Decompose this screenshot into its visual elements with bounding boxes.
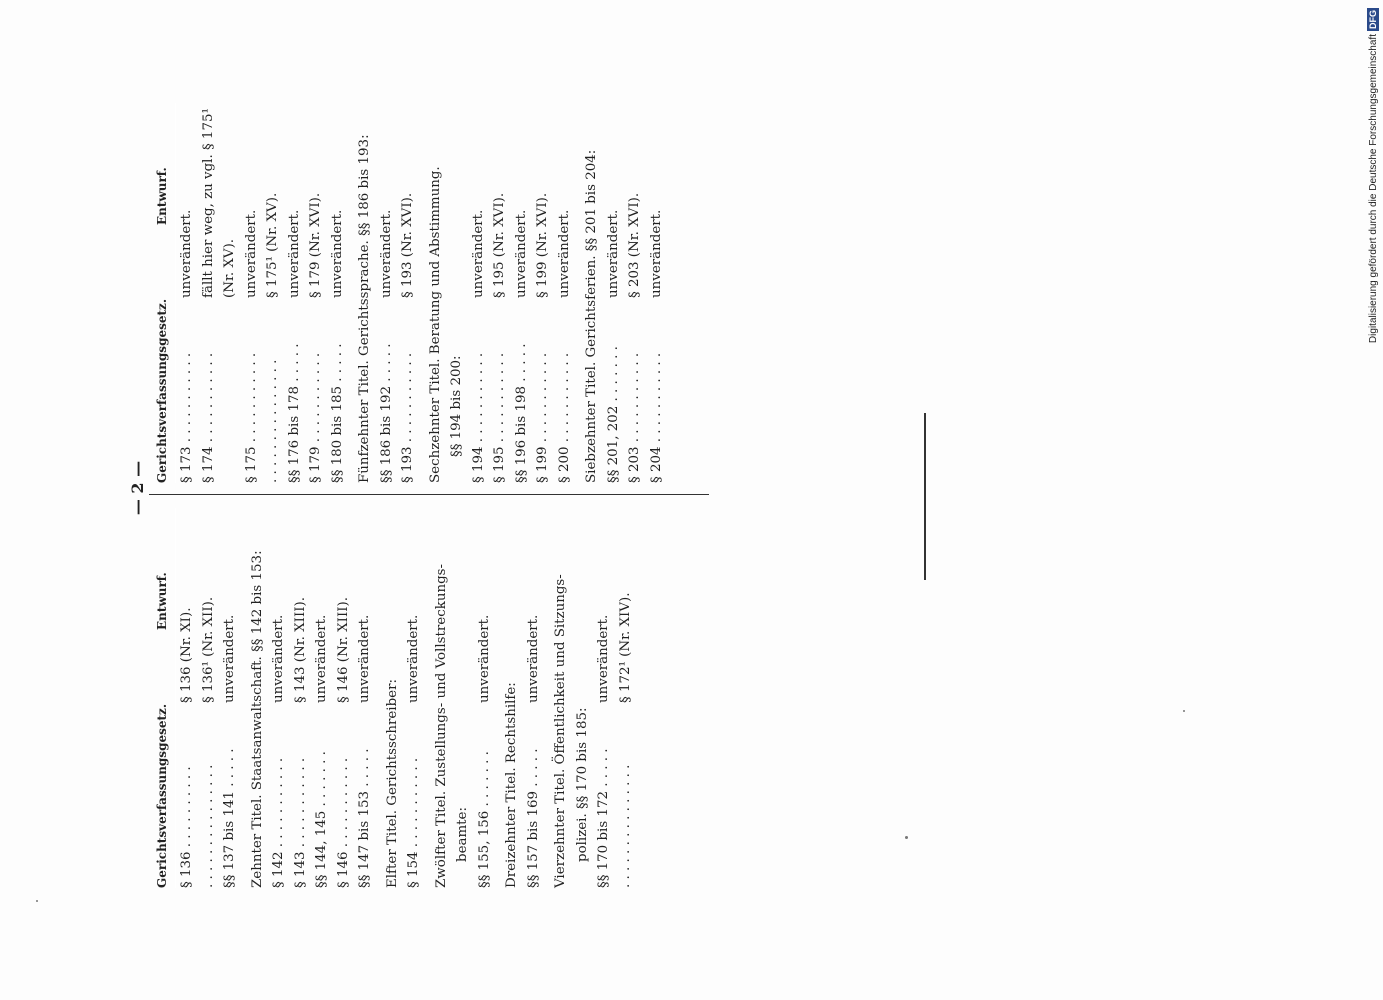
draft-reference: fällt hier weg, zu vgl. § 175¹ <box>200 108 216 298</box>
scan-speck <box>1183 710 1185 712</box>
draft-reference: unverändert. <box>406 614 421 703</box>
left-column <box>153 508 728 888</box>
header-law: Gerichtsverfassungsgesetz. <box>155 703 169 888</box>
draft-reference: unverändert. <box>179 209 194 298</box>
draft-reference: unverändert. <box>648 209 664 298</box>
dfg-notice <box>1364 8 1382 393</box>
law-section: . . . . . . . . . . . . . . . <box>617 764 633 888</box>
draft-reference: § 136¹ (Nr. XII). <box>200 596 216 703</box>
concordance-row <box>290 508 312 888</box>
heading-text: Dreizehnter Titel. Rechtshilfe: <box>504 682 519 888</box>
title-heading-continuation <box>446 103 468 483</box>
heading-text: Siebzehnter Titel. Gerichtsferien. §§ 201 bis 204: <box>584 149 599 483</box>
heading-text: Zwölfter Titel. Zustellungs- und Vollstreckungs- <box>433 563 449 888</box>
concordance-row <box>397 103 419 483</box>
law-section: § 199 . . . . . . . . . . . <box>535 352 550 483</box>
draft-reference: § 199 (Nr. XVI). <box>535 192 550 298</box>
draft-reference: § 203 (Nr. XVI). <box>627 192 642 298</box>
concordance-row <box>354 508 376 888</box>
law-section: §§ 155, 156 . . . . . . . <box>476 751 492 888</box>
header-law: Gerichtsverfassungsgesetz. <box>155 298 169 483</box>
draft-reference: unverändert. <box>222 614 237 703</box>
concordance-row <box>268 508 290 888</box>
law-section: . . . . . . . . . . . . . . . <box>200 764 216 888</box>
law-section: § 204 . . . . . . . . . . . <box>648 352 664 483</box>
law-section: §§ 147 bis 153 . . . . . <box>357 748 372 888</box>
law-section: § 154 . . . . . . . . . . . <box>406 757 421 888</box>
law-section: § 174 . . . . . . . . . . . <box>200 352 216 483</box>
concordance-row <box>603 103 625 483</box>
law-section: § 194 . . . . . . . . . . . <box>470 352 486 483</box>
draft-reference: § 179 (Nr. XVI). <box>308 192 323 298</box>
draft-reference: unverändert. <box>243 209 259 298</box>
concordance-row <box>198 103 220 483</box>
concordance-row <box>176 103 198 483</box>
dfg-notice-text: Digitalisierung gefördert durch die Deutsche Forschungsgemeinschaft <box>1367 34 1379 344</box>
title-heading <box>354 103 376 483</box>
law-section: § 142 . . . . . . . . . . . <box>271 757 286 888</box>
concordance-row <box>474 508 496 888</box>
draft-reference: unverändert. <box>605 209 621 298</box>
draft-reference: unverändert. <box>556 209 572 298</box>
concordance-row <box>327 103 349 483</box>
title-heading <box>581 103 603 483</box>
concordance-row <box>511 103 533 483</box>
concordance-row <box>489 103 511 483</box>
draft-reference: unverändert. <box>470 209 486 298</box>
concordance-row <box>403 508 425 888</box>
draft-reference: unverändert. <box>357 614 372 703</box>
law-section: § 173 . . . . . . . . . . . <box>179 352 194 483</box>
law-section: § 179 . . . . . . . . . . . <box>308 352 323 483</box>
title-heading <box>247 508 269 888</box>
law-section: §§ 137 bis 141 . . . . . <box>222 748 237 888</box>
concordance-row <box>311 508 333 888</box>
heading-text: Fünfzehnter Titel. Gerichtssprache. §§ 186 bis 193: <box>357 134 372 483</box>
law-section: § 136 . . . . . . . . . . <box>179 766 194 888</box>
draft-reference: § 193 (Nr. XVI). <box>400 192 415 298</box>
draft-reference: unverändert. <box>378 209 394 298</box>
draft-reference: § 143 (Nr. XIII). <box>292 596 308 703</box>
law-section: . . . . . . . . . . . . . . . <box>265 359 280 483</box>
law-section: §§ 157 bis 169 . . . . . <box>525 748 541 888</box>
draft-reference: unverändert. <box>525 614 541 703</box>
law-section: §§ 144, 145 . . . . . . . <box>314 751 329 888</box>
concordance-row <box>646 103 668 483</box>
heading-text: Sechzehnter Titel. Beratung und Abstimmung. <box>427 166 443 483</box>
draft-reference: § 195 (Nr. XVI). <box>492 192 507 298</box>
law-section: § 200 . . . . . . . . . . . <box>556 352 572 483</box>
heading-text: Vierzehnter Titel. Öffentlichkeit und Sitzungs- <box>553 574 568 888</box>
page-number: — 2 — <box>128 460 147 516</box>
law-section: § 203 . . . . . . . . . . . <box>627 352 642 483</box>
law-section: § 146 . . . . . . . . . . . <box>335 757 351 888</box>
left-column-header <box>153 508 176 888</box>
dfg-logo-icon: DFG <box>1368 10 1378 29</box>
concordance-row <box>198 508 220 888</box>
heading-text: polizei. §§ 170 bis 185: <box>574 707 590 862</box>
title-heading-continuation <box>572 508 594 888</box>
draft-reference: unverändert. <box>271 614 286 703</box>
draft-reference: unverändert. <box>286 209 302 298</box>
draft-reference: unverändert. <box>329 209 345 298</box>
concordance-row <box>532 103 554 483</box>
heading-text: beamte: <box>455 807 470 862</box>
law-section: § 195 . . . . . . . . . . . <box>492 352 507 483</box>
right-column-header <box>153 103 176 483</box>
law-section: §§ 201, 202 . . . . . . . <box>605 346 621 483</box>
right-column <box>153 103 728 483</box>
concordance-row <box>219 103 241 483</box>
concordance-row <box>624 103 646 483</box>
law-section: §§ 186 bis 192 . . . . . <box>378 343 394 483</box>
concordance-row <box>593 508 615 888</box>
left-concordance-list <box>176 508 636 888</box>
title-heading <box>501 508 523 888</box>
column-divider <box>149 494 709 495</box>
title-heading-continuation <box>452 508 474 888</box>
draft-reference: unverändert. <box>476 614 492 703</box>
heading-text: Zehnter Titel. Staatsanwaltschaft. §§ 142 bis 153: <box>249 550 265 888</box>
law-section: § 175 . . . . . . . . . . . <box>243 352 259 483</box>
title-heading <box>431 508 453 888</box>
law-section: §§ 196 bis 198 . . . . . <box>513 343 529 483</box>
concordance-row <box>284 103 306 483</box>
concordance-row <box>554 103 576 483</box>
concordance-row <box>262 103 284 483</box>
draft-reference: unverändert. <box>314 614 329 703</box>
concordance-row <box>241 103 263 483</box>
scan-speck <box>36 900 38 902</box>
law-section: § 143 . . . . . . . . . . . <box>292 757 308 888</box>
law-section: §§ 176 bis 178 . . . . . <box>286 343 302 483</box>
draft-reference: unverändert. <box>513 209 529 298</box>
concordance-row <box>523 508 545 888</box>
law-section: §§ 180 bis 185 . . . . . <box>329 343 345 483</box>
heading-text: Elfter Titel. Gerichtsschreiber: <box>384 679 400 888</box>
concordance-row <box>333 508 355 888</box>
title-heading <box>425 103 447 483</box>
header-draft: Entwurf. <box>155 572 169 630</box>
title-heading <box>382 508 404 888</box>
concordance-row <box>305 103 327 483</box>
draft-reference: (Nr. XV). <box>222 238 237 298</box>
concordance-row <box>176 508 198 888</box>
law-section: §§ 170 bis 172 . . . . . <box>596 748 611 888</box>
concordance-row <box>376 103 398 483</box>
draft-reference: § 136 (Nr. XI). <box>179 607 194 703</box>
end-rule <box>924 413 926 580</box>
concordance-row <box>468 103 490 483</box>
draft-reference: § 146 (Nr. XIII). <box>335 596 351 703</box>
draft-reference: § 172¹ (Nr. XIV). <box>617 592 633 703</box>
law-section: § 193 . . . . . . . . . . . <box>400 352 415 483</box>
scan-speck <box>905 836 908 839</box>
rotated-page-content <box>125 88 745 888</box>
concordance-row <box>219 508 241 888</box>
header-draft: Entwurf. <box>155 167 169 225</box>
draft-reference: unverändert. <box>596 614 611 703</box>
right-concordance-list <box>176 103 667 483</box>
concordance-row <box>615 508 637 888</box>
heading-text: §§ 194 bis 200: <box>449 355 464 457</box>
title-heading <box>550 508 572 888</box>
draft-reference: § 175¹ (Nr. XV). <box>265 192 280 298</box>
